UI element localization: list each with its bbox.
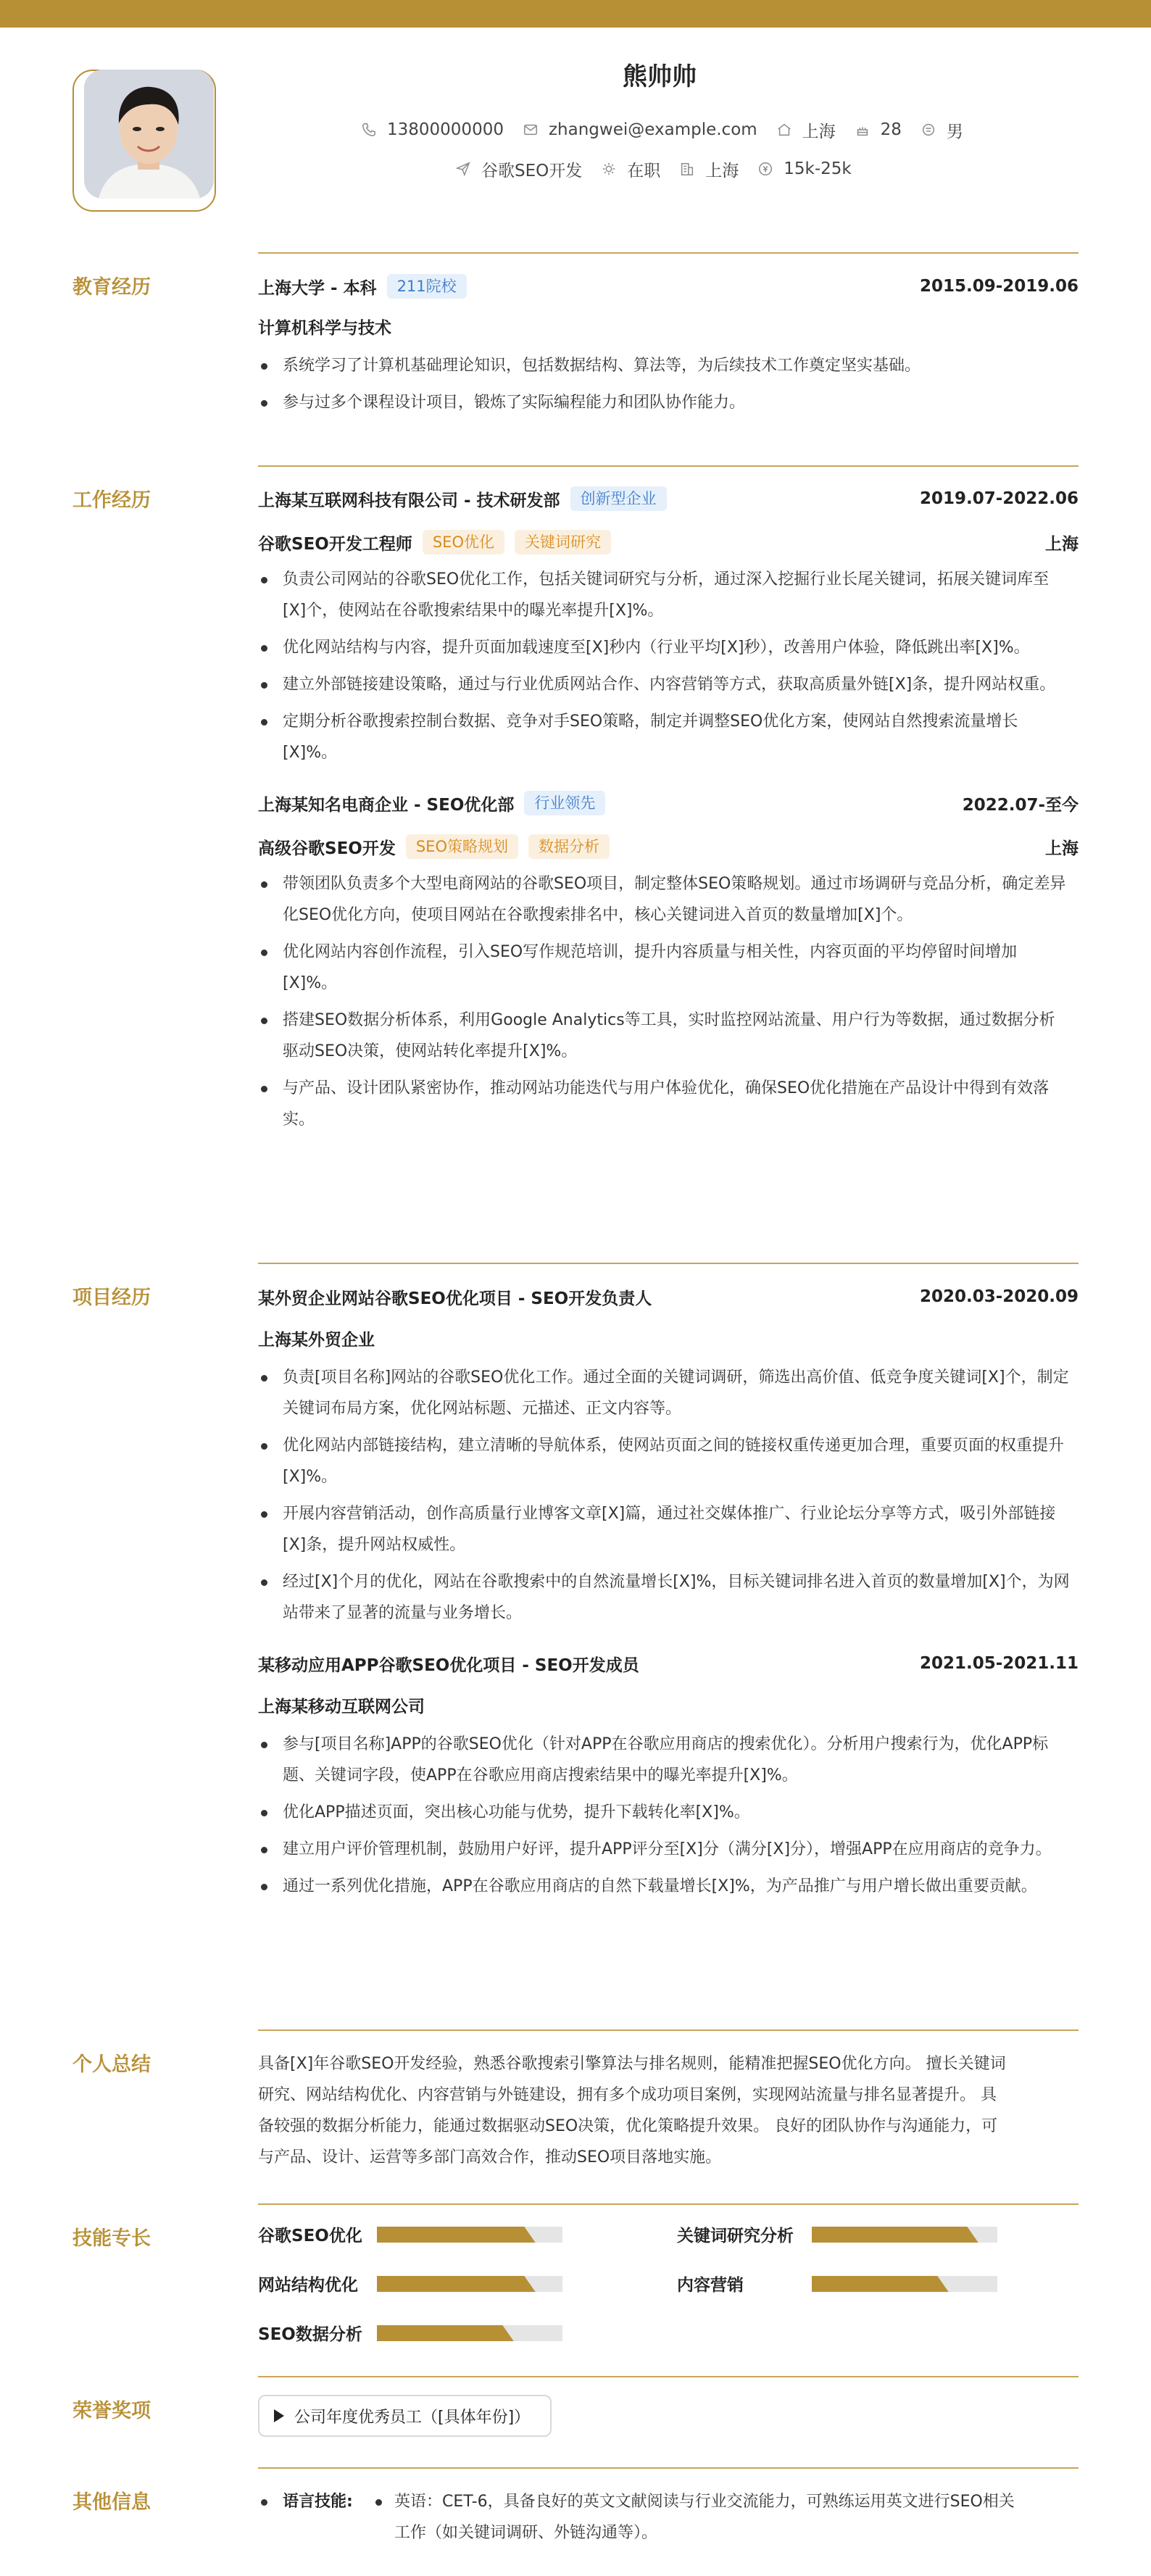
language-skills [258, 2486, 1079, 2548]
honor-item[interactable] [258, 2395, 552, 2437]
age-icon [855, 122, 870, 138]
divider-summary [258, 2029, 1079, 2031]
gender-icon [921, 122, 936, 138]
role-tag: 关键词研究 [515, 530, 611, 554]
school-name: 上海大学 - 本科 [258, 278, 377, 298]
contact-city: 上海 [776, 118, 836, 142]
list-item: 通过一系列优化措施，APP在谷歌应用商店的自然下载量增长[X]%，为产品推广与用户增长做出重要贡献。 [258, 1871, 1070, 1902]
section-title-other: 其他信息 [72, 2491, 151, 2514]
divider-honors [258, 2376, 1079, 2377]
skill-fill [377, 2276, 540, 2292]
education-section [258, 272, 1079, 418]
skill-item [258, 2222, 562, 2246]
list-item: 搭建SEO数据分析体系，利用Google Analytics等工具，实时监控网站流量、用户行为等数据，通过数据分析驱动SEO决策，使网站转化率提升[X]%。 [258, 1005, 1070, 1067]
project-name: 某移动应用APP谷歌SEO优化项目 - SEO开发成员 [258, 1655, 639, 1675]
skills-section [258, 2222, 1079, 2346]
job-bullets [258, 868, 1070, 1135]
project-date: 2020.03-2020.09 [919, 1287, 1079, 1306]
job-bullets [258, 564, 1070, 768]
list-item: 优化网站内部链接结构，建立清晰的导航体系，使网站页面之间的链接权重传递更加合理，重要页面的权重提升[X]%。 [258, 1430, 1070, 1492]
language-label: 语言技能: [258, 2486, 370, 2548]
project-date: 2021.05-2021.11 [919, 1654, 1079, 1673]
skill-bar [377, 2276, 562, 2292]
skill-fill [812, 2227, 983, 2243]
summary-line: 研究、网站结构优化、内容营销与外链建设，拥有多个成功项目案例，实现网站流量与排名显著提升。 具 [258, 2086, 997, 2104]
play-arrow-icon [274, 2409, 284, 2422]
list-item: 英语：CET-6，具备良好的英文文献阅读与行业交流能力，可熟练运用英文进行SEO相关 工作（如关键词调研、外链沟通等）。 [370, 2486, 1079, 2548]
project-org: 上海某外贸企业 [258, 1331, 375, 1350]
list-item: 优化APP描述页面，突出核心功能与优势，提升下载转化率[X]%。 [258, 1797, 1070, 1828]
other-section [258, 2486, 1079, 2548]
project-bullets [258, 1362, 1070, 1629]
divider-work [258, 465, 1079, 467]
job-date: 2022.07-至今 [962, 795, 1079, 815]
job-role-row [258, 528, 1079, 557]
job-role: 谷歌SEO开发工程师 [258, 534, 412, 554]
role-tag: SEO策略规划 [406, 834, 518, 859]
job-role: 高级谷歌SEO开发 [258, 839, 396, 858]
job-date: 2019.07-2022.06 [919, 489, 1079, 508]
list-item: 经过[X]个月的优化，网站在谷歌搜索中的自然流量增长[X]%，目标关键词排名进入首页的数量增加[X]个，为网站带来了显著的流量与业务增长。 [258, 1566, 1070, 1629]
summary-line: 具备[X]年谷歌SEO开发经验，熟悉谷歌搜索引擎算法与排名规则，能精准把握SEO优化方向。 擅长关键词 [258, 2055, 1006, 2073]
skill-fill [812, 2276, 953, 2292]
summary-text [258, 2048, 1079, 2173]
job-intent-row [455, 157, 870, 181]
send-icon [455, 161, 471, 177]
skill-name: 关键词研究分析 [677, 2227, 794, 2245]
contact-row [361, 117, 982, 142]
company-tag: 行业领先 [524, 791, 605, 815]
honors-section [258, 2395, 1079, 2437]
contact-age: 28 [855, 120, 902, 139]
project-name: 某外贸企业网站谷歌SEO优化项目 - SEO开发负责人 [258, 1289, 652, 1308]
education-bullets [258, 350, 1079, 418]
education-date: 2015.09-2019.06 [919, 277, 1079, 296]
list-item: 带领团队负责多个大型电商网站的谷歌SEO项目，制定整体SEO策略规划。通过市场调研与竞品分析，确定差异化SEO优化方向，使项目网站在谷歌搜索排名中，核心关键词进入首页的数量增加[X]个。 [258, 868, 1070, 931]
list-item: 建立用户评价管理机制，鼓励用户好评，提升APP评分至[X]分（满分[X]分），增强APP在应用商店的竞争力。 [258, 1834, 1070, 1865]
divider-skills [258, 2203, 1079, 2205]
list-item: 与产品、设计团队紧密协作，推动网站功能迭代与用户体验优化，确保SEO优化措施在产品设计中得到有效落实。 [258, 1073, 1070, 1135]
list-item: 开展内容营销活动，创作高质量行业博客文章[X]篇，通过社交媒体推广、行业论坛分享等方式，吸引外部链接[X]条，提升网站权威性。 [258, 1498, 1070, 1561]
contact-gender: 男 [921, 118, 963, 142]
major: 计算机科学与技术 [258, 319, 391, 338]
list-item: 定期分析谷歌搜索控制台数据、竞争对手SEO策略，制定并调整SEO优化方案，使网站自然搜索流量增长[X]%。 [258, 706, 1070, 768]
section-title-work: 工作经历 [72, 489, 151, 512]
projects-section [258, 1282, 1079, 1902]
list-item: 参与[项目名称]APP的谷歌SEO优化（针对APP在谷歌应用商店的搜索优化）。分析用户搜索行为，优化APP标题、关键词字段，使APP在谷歌应用商店搜索结果中的曝光率提升[X]%。 [258, 1729, 1070, 1791]
intent-position: 谷歌SEO开发 [455, 157, 582, 181]
top-accent-bar [0, 0, 1151, 28]
role-tag: SEO优化 [423, 530, 504, 554]
section-title-skills: 技能专长 [72, 2227, 151, 2250]
company-name: 上海某知名电商企业 - SEO优化部 [258, 795, 515, 815]
mail-icon [523, 122, 539, 138]
list-item: 优化网站内容创作流程，引入SEO写作规范培训，提升内容质量与相关性，内容页面的平均停留时间增加[X]%。 [258, 936, 1070, 999]
section-title-education: 教育经历 [72, 276, 151, 299]
phone-icon [361, 122, 377, 138]
status-icon [601, 161, 617, 177]
avatar-portrait [84, 70, 214, 199]
list-item: 负责[项目名称]网站的谷歌SEO优化工作。通过全面的关键词调研，筛选出高价值、低竞争度关键词[X]个，制定关键词布局方案，优化网站标题、元描述、正文内容等。 [258, 1362, 1070, 1424]
skill-bar [812, 2276, 997, 2292]
project-org: 上海某移动互联网公司 [258, 1698, 425, 1716]
skill-item [677, 2222, 997, 2246]
job-role-row [258, 832, 1079, 861]
skill-fill [377, 2227, 540, 2243]
divider-other [258, 2467, 1079, 2469]
avatar [84, 70, 214, 199]
skill-item [258, 2321, 562, 2345]
skill-item [677, 2272, 997, 2295]
company-tag: 创新型企业 [570, 486, 667, 511]
honor-text: 公司年度优秀员工（[具体年份]） [294, 2408, 531, 2427]
skill-fill [377, 2325, 518, 2341]
building-icon [679, 161, 695, 177]
section-title-summary: 个人总结 [72, 2053, 151, 2076]
section-title-honors: 荣誉奖项 [72, 2400, 151, 2422]
skill-bar [377, 2227, 562, 2243]
job-header [258, 789, 1079, 818]
skill-name: 内容营销 [677, 2276, 744, 2295]
list-item: 建立外部链接建设策略，通过与行业优质网站合作、内容营销等方式，获取高质量外链[X]条，提升网站权重。 [258, 669, 1070, 700]
skill-bar [377, 2325, 562, 2341]
job-city: 上海 [1045, 839, 1079, 858]
list-item: 负责公司网站的谷歌SEO优化工作，包括关键词研究与分析，通过深入挖掘行业长尾关键词，拓展关键词库至[X]个，使网站在谷歌搜索结果中的曝光率提升[X]%。 [258, 564, 1070, 626]
skill-name: SEO数据分析 [258, 2325, 362, 2344]
section-title-projects: 项目经历 [72, 1287, 151, 1309]
job-header [258, 484, 1079, 513]
list-item: 优化网站结构与内容，提升页面加载速度至[X]秒内（行业平均[X]秒），改善用户体验，降低跳出率[X]%。 [258, 632, 1070, 663]
candidate-name: 熊帅帅 [623, 62, 697, 91]
contact-phone: 13800000000 [361, 120, 504, 139]
list-item: 系统学习了计算机基础理论知识，包括数据结构、算法等，为后续技术工作奠定坚实基础。 [258, 350, 1079, 381]
contact-email: zhangwei@example.com [523, 120, 757, 139]
skill-name: 网站结构优化 [258, 2276, 358, 2295]
skill-name: 谷歌SEO优化 [258, 2227, 362, 2245]
role-tag: 数据分析 [528, 834, 610, 859]
education-header [258, 272, 1079, 301]
intent-salary: 15k-25k [757, 159, 851, 178]
work-section [258, 484, 1079, 1135]
salary-icon [757, 161, 773, 177]
skill-item [258, 2272, 562, 2295]
summary-line: 与产品、设计、运营等多部门高效合作，推动SEO项目落地实施。 [258, 2148, 722, 2166]
divider-education [258, 252, 1079, 254]
list-item: 参与过多个课程设计项目，锻炼了实际编程能力和团队协作能力。 [258, 387, 1079, 418]
home-icon [776, 122, 792, 138]
language-list [370, 2486, 1079, 2548]
job-city: 上海 [1045, 534, 1079, 554]
project-bullets [258, 1729, 1070, 1902]
intent-status: 在职 [601, 157, 660, 181]
project-header [258, 1649, 1079, 1678]
company-name: 上海某互联网科技有限公司 - 技术研发部 [258, 491, 560, 510]
summary-line: 备较强的数据分析能力，能通过数据驱动SEO决策，优化策略提升效果。 良好的团队协作与沟通能力，可 [258, 2117, 998, 2135]
project-header [258, 1282, 1079, 1311]
school-tag: 211院校 [387, 274, 467, 299]
skill-bar [812, 2227, 997, 2243]
intent-city: 上海 [679, 157, 739, 181]
divider-projects [258, 1263, 1079, 1264]
